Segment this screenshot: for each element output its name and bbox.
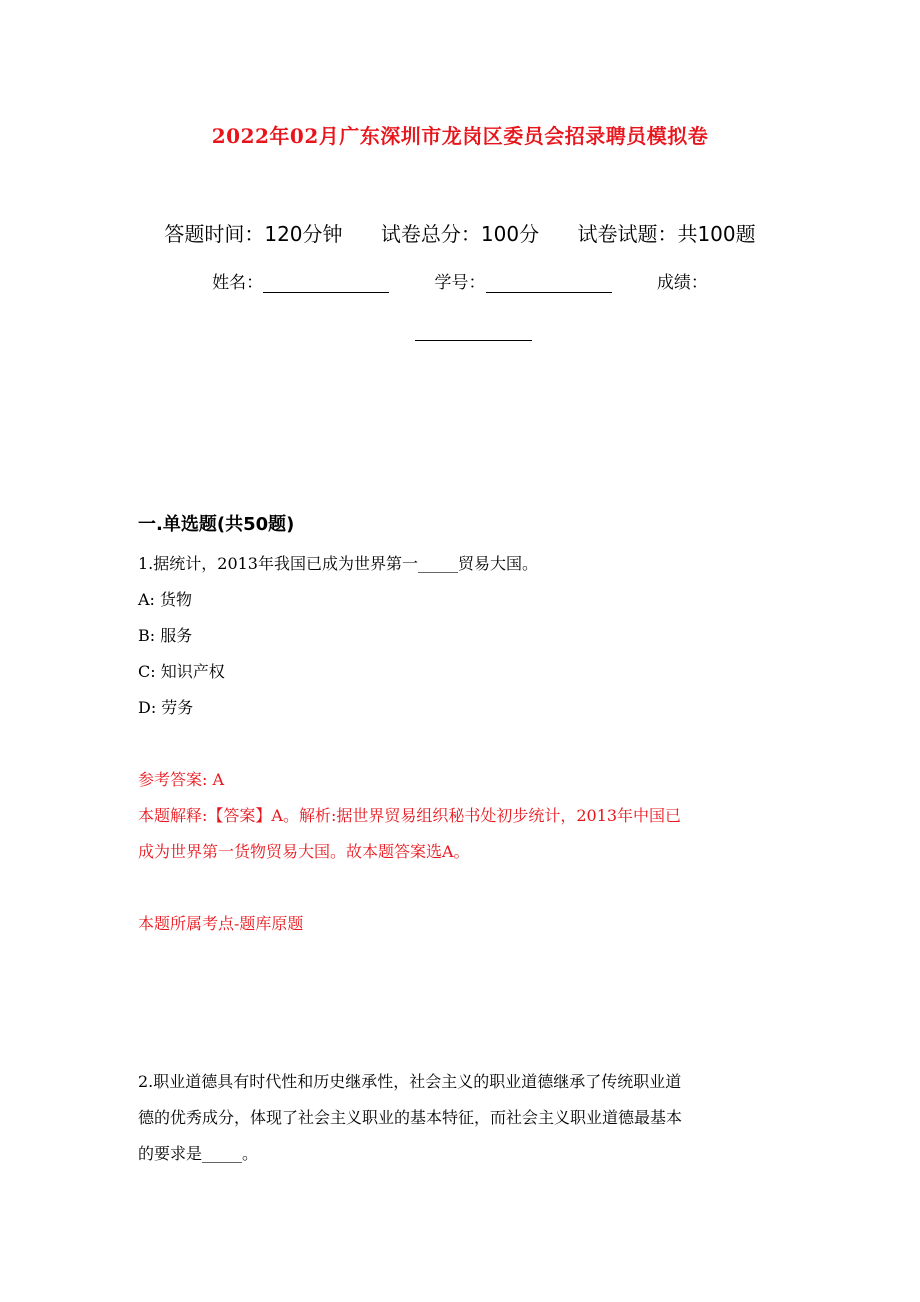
- question-2-stem-line2: 德的优秀成分，体现了社会主义职业的基本特征，而社会主义职业道德最基本: [138, 1108, 683, 1127]
- exam-info-row: [0, 218, 920, 247]
- question-2-stem-line1: 2.职业道德具有时代性和历史继承性，社会主义的职业道德继承了传统职业道: [138, 1072, 682, 1091]
- student-fields-row: [0, 268, 920, 293]
- question-1-answer: 参考答案: A: [138, 770, 225, 789]
- question-2-stem-line3: 的要求是_____。: [138, 1144, 259, 1163]
- section-title: 一.单选题(共50题): [138, 514, 295, 535]
- name-field: [212, 268, 389, 293]
- name-label: 姓名：: [212, 273, 264, 293]
- question-1-stem: 1.据统计，2013年我国已成为世界第一_____贸易大国。: [138, 554, 538, 573]
- score-field: [657, 268, 708, 293]
- question-1-explanation-line2: 成为世界第一货物贸易大国。故本题答案选A。: [138, 842, 470, 861]
- student-id-field: [435, 268, 612, 293]
- page-title: 2022年02月广东深圳市龙岗区委员会招录聘员模拟卷: [211, 124, 709, 148]
- exam-time: 答题时间：120分钟: [164, 222, 343, 246]
- student-id-label: 学号：: [434, 273, 486, 293]
- exam-total-score: 试卷总分：100分: [380, 222, 540, 246]
- student-id-blank[interactable]: [486, 274, 612, 293]
- question-1-option-c: C: 知识产权: [138, 662, 225, 681]
- question-1-option-b: B: 服务: [138, 626, 193, 645]
- question-1-topic: 本题所属考点-题库原题: [138, 914, 304, 933]
- name-blank[interactable]: [263, 274, 389, 293]
- question-1-option-a: A: 货物: [138, 590, 193, 609]
- question-1-explanation-line1: 本题解释:【答案】A。解析:据世界贸易组织秘书处初步统计，2013年中国已: [138, 806, 682, 825]
- question-1-option-d: D: 劳务: [138, 698, 194, 717]
- score-label: 成绩：: [656, 273, 708, 293]
- exam-question-count: 试卷试题：共100题: [577, 222, 756, 246]
- score-blank[interactable]: [415, 328, 532, 341]
